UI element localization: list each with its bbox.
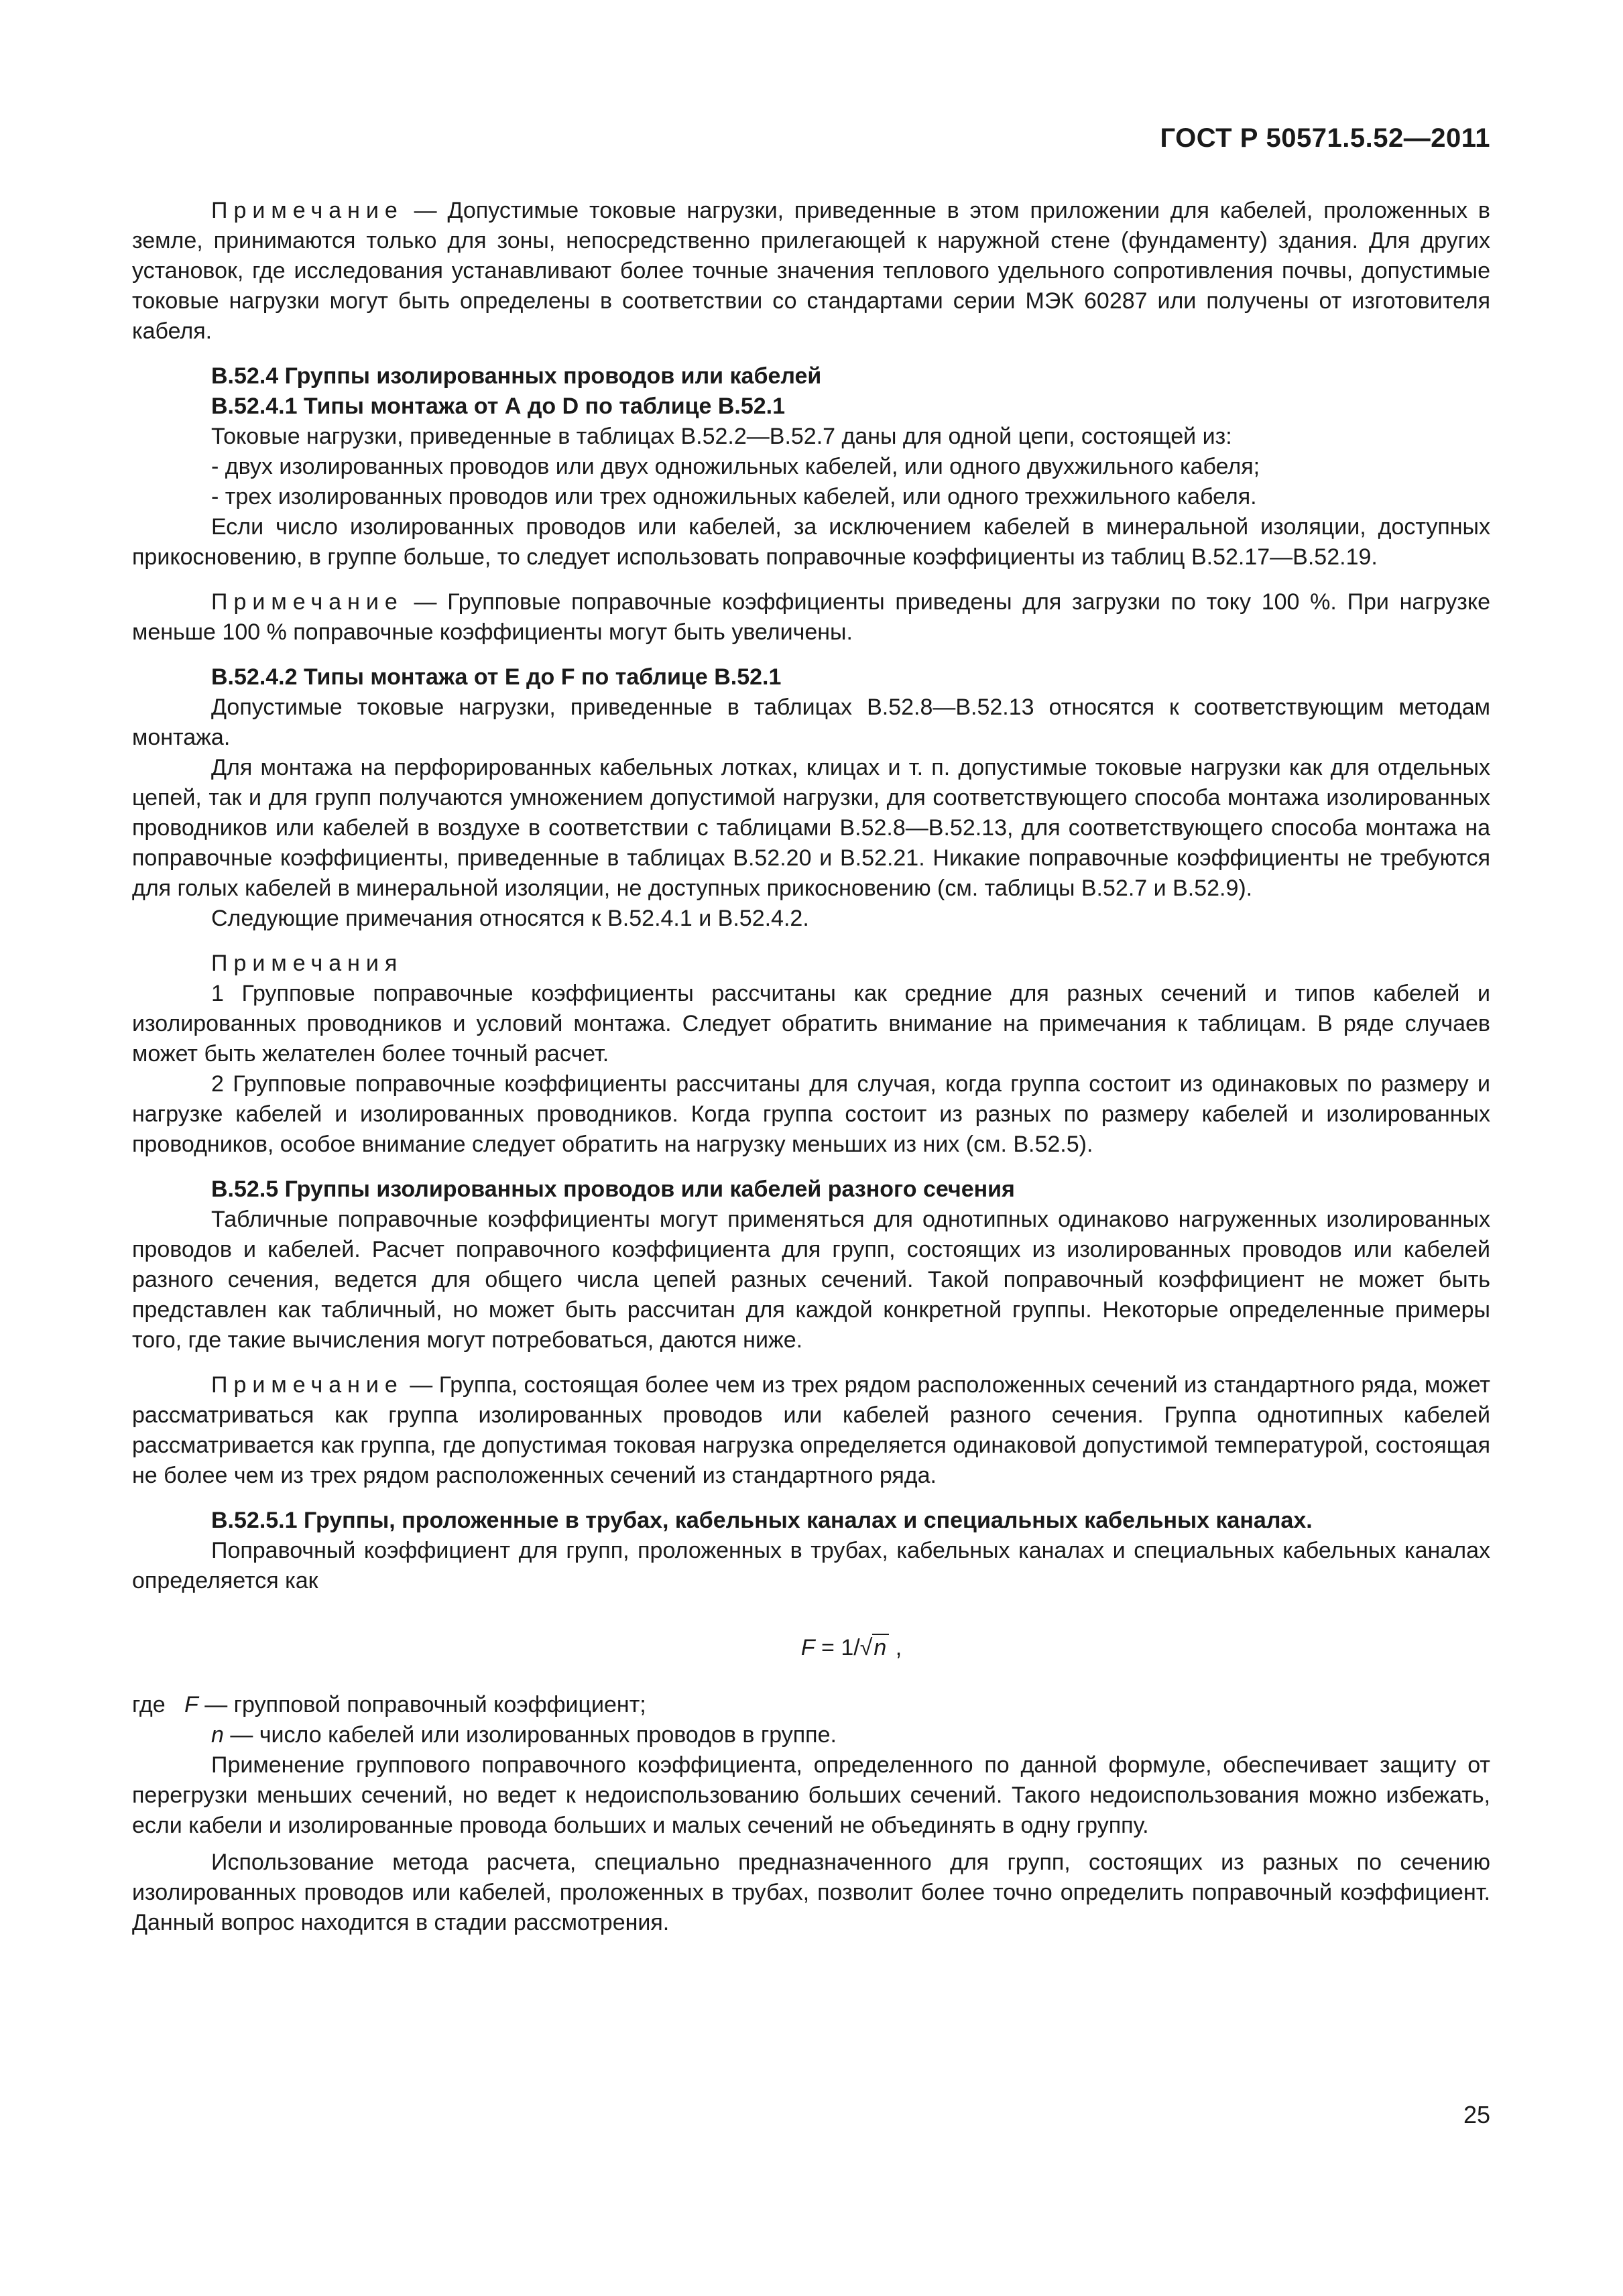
definition-var: F bbox=[184, 1692, 198, 1717]
definition-text: — число кабелей или изолированных проводов в группе. bbox=[223, 1722, 837, 1748]
list-item: - двух изолированных проводов или двух одножильных кабелей, или одного двухжильного кабеля; bbox=[211, 454, 1260, 479]
paragraph: Следующие примечания относятся к В.52.4.1 и В.52.4.2. bbox=[211, 906, 809, 931]
paragraph: Если число изолированных проводов или кабелей, за исключением кабелей в минеральной изоляции, доступных прикосновению, в группе больше, то следует использовать поправочные коэффициенты из таблиц В.52.17—В.52.19. bbox=[132, 514, 1490, 570]
note-item: 1 Групповые поправочные коэффициенты рассчитаны как средние для разных сечений и типов кабелей и изолированных проводников и условий монтажа. Следует обратить внимание на примечания к таблицам. В ряде случаев может быть желателен более точный расчет. bbox=[132, 981, 1490, 1067]
formula-tail: , bbox=[889, 1635, 902, 1660]
definition-var: n bbox=[211, 1722, 224, 1748]
definition-where: где bbox=[132, 1692, 166, 1717]
note-text: — Допустимые токовые нагрузки, приведенные в этом приложении для кабелей, проложенных в земле, принимаются только для зоны, непосредственно прилегающей к наружной стене (фундаменту) здания. Для других установок, где исследования устанавливают более точные значения теплового удельного сопротивления почвы, допустимые токовые нагрузки могут быть определены в соответствии со стандартами серии МЭК 60287 или получены от изготовителя кабеля. bbox=[132, 198, 1490, 344]
list-item: - трех изолированных проводов или трех одножильных кабелей, или одного трехжильного кабеля. bbox=[211, 484, 1257, 509]
paragraph: Токовые нагрузки, приведенные в таблицах В.52.2—В.52.7 даны для одной цепи, состоящей из: bbox=[211, 424, 1232, 449]
note-label: Примечание bbox=[211, 589, 404, 615]
note-paragraph bbox=[132, 1370, 1490, 1491]
note-paragraph bbox=[132, 196, 1490, 347]
paragraph: Применение группового поправочного коэффициента, определенного по данной формуле, обеспечивает защиту от перегрузки меньших сечений, но ведет к недоиспользованию больших сечений. Такого недоиспользования можно избежать, если кабели и изолированные провода больших и малых сечений не объединять в одну группу. bbox=[132, 1752, 1490, 1838]
paragraph: Для монтажа на перфорированных кабельных лотках, клицах и т. п. допустимые токовые нагрузки как для отдельных цепей, так и для групп получаются умножением допустимой нагрузки, для соответствующего способа монтажа изолированных проводников или кабелей в воздухе в соответствии с таблицами В.52.8—В.52.13, для соответствующего способа монтажа на поправочные коэффициенты, приведенные в таблицах В.52.20 и В.52.21. Никакие поправочные коэффициенты не требуются для голых кабелей в минеральной изоляции, не доступных прикосновению (см. таблицы В.52.7 и В.52.9). bbox=[132, 755, 1490, 901]
paragraph: Поправочный коэффициент для групп, проложенных в трубах, кабельных каналах и специальных кабельных каналах определяется как bbox=[132, 1538, 1490, 1593]
section-heading-b5241: В.52.4.1 Типы монтажа от А до D по таблице В.52.1 bbox=[211, 394, 786, 419]
document-header: ГОСТ Р 50571.5.52—2011 bbox=[1160, 123, 1490, 153]
section-heading-b5251: В.52.5.1 Группы, проложенные в трубах, кабельных каналах и специальных кабельных каналах. bbox=[211, 1508, 1313, 1533]
note-label: Примечание bbox=[211, 1372, 404, 1398]
definition-row bbox=[132, 1690, 1490, 1720]
formula-eq: = 1/ bbox=[815, 1635, 860, 1660]
note-label: Примечание bbox=[211, 198, 404, 223]
note-text: — Группа, состоящая более чем из трех рядом расположенных сечений из стандартного ряда, может рассматриваться как группа изолированных проводов или кабелей разного сечения. Группа однотипных кабелей рассматривается как группа, где допустимая токовая нагрузка определяется одинаковой допустимой температурой, состоящая не более чем из трех рядом расположенных сечений из стандартного ряда. bbox=[132, 1372, 1490, 1488]
paragraph: Допустимые токовые нагрузки, приведенные в таблицах В.52.8—В.52.13 относятся к соответствующим методам монтажа. bbox=[132, 694, 1490, 750]
formula-lhs: F bbox=[800, 1635, 815, 1660]
note-text: — Групповые поправочные коэффициенты приведены для загрузки по току 100 %. При нагрузке меньше 100 % поправочные коэффициенты могут быть увеличены. bbox=[132, 589, 1490, 645]
note-paragraph bbox=[132, 587, 1490, 648]
paragraph: Использование метода расчета, специально предназначенного для групп, состоящих из разных по сечению изолированных проводов или кабелей, проложенных в трубах, позволит более точно определить поправочный коэффициент. Данный вопрос находится в стадии рассмотрения. bbox=[132, 1850, 1490, 1935]
definition-text: — групповой поправочный коэффициент; bbox=[198, 1692, 646, 1717]
notes-label: Примечания bbox=[211, 951, 404, 976]
page-number: 25 bbox=[1463, 2101, 1490, 2128]
sqrt-sign: √ bbox=[859, 1635, 873, 1660]
section-heading-b524: В.52.4 Группы изолированных проводов или кабелей bbox=[211, 363, 822, 389]
formula bbox=[132, 1633, 1490, 1663]
paragraph: Табличные поправочные коэффициенты могут применяться для однотипных одинаково нагруженных изолированных проводов и кабелей. Расчет поправочного коэффициента для групп, состоящих из изолированных проводов или кабелей разного сечения, ведется для общего числа цепей разных сечений. Такой поправочный коэффициент не может быть представлен как табличный, но может быть рассчитан для каждой конкретной группы. Некоторые определенные примеры того, где такие вычисления могут потребоваться, даются ниже. bbox=[132, 1207, 1490, 1353]
definition-row bbox=[132, 1720, 1490, 1750]
section-heading-b5242: В.52.4.2 Типы монтажа от Е до F по таблице В.52.1 bbox=[211, 664, 782, 690]
note-item: 2 Групповые поправочные коэффициенты рассчитаны для случая, когда группа состоит из одинаковых по размеру и нагрузке кабелей и изолированных проводников. Когда группа состоит из разных по размеру кабелей и изолированных проводников, особое внимание следует обратить на нагрузку меньших из них (см. В.52.5). bbox=[132, 1071, 1490, 1157]
document-body bbox=[132, 196, 1490, 1938]
formula-radicand: n bbox=[872, 1634, 889, 1660]
section-heading-b525: В.52.5 Группы изолированных проводов или кабелей разного сечения bbox=[211, 1176, 1015, 1202]
